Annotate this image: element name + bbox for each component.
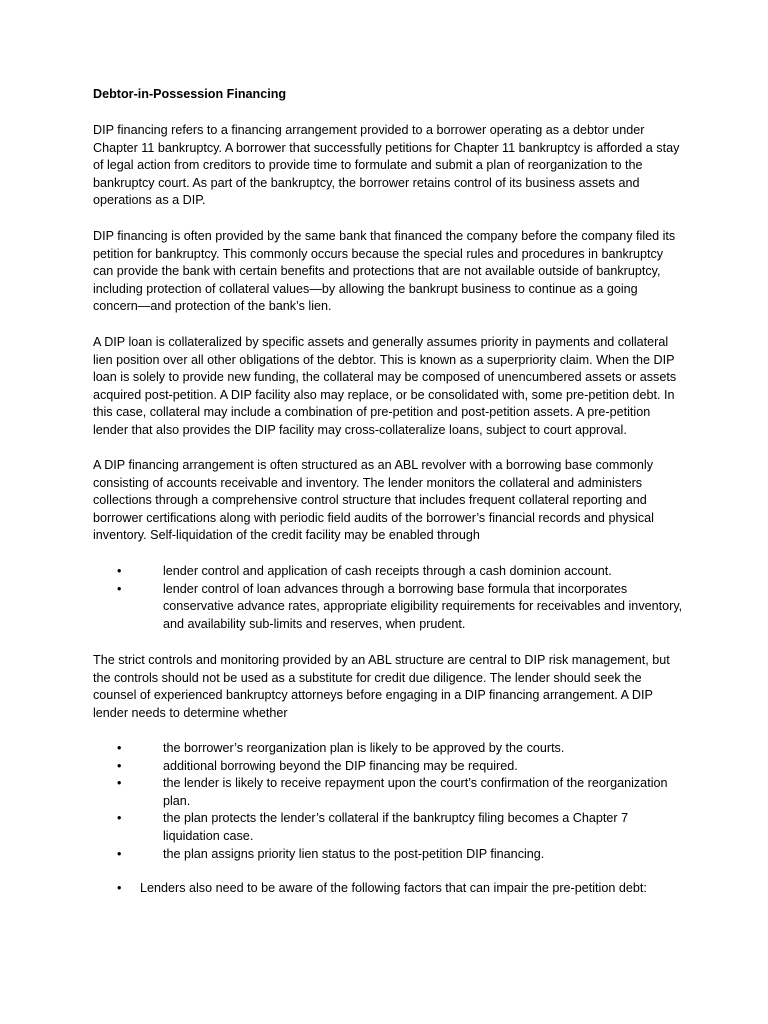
paragraph-dip-bank: DIP financing is often provided by the same bank that financed the company before the company filed its petition for bankruptcy. This commonly occurs because the special rules and procedures in bankruptcy can provide the bank with certain benefits and protections that are not available outside of bankruptcy, including protection of collateral values—by allowing the bankrupt business to continue as a going concern—and protection of the bank’s lien. [93,229,676,314]
list-item-text: the lender is likely to receive repayment upon the court’s confirmation of the reorganization plan. [163,776,668,808]
list-item [93,758,683,776]
bullet-icon: • [117,846,122,861]
list-item-text: the plan assigns priority lien status to the post-petition DIP financing. [163,846,545,861]
bullet-icon: • [117,881,122,895]
list-item-text: the plan protects the lender’s collateral if the bankruptcy filing becomes a Chapter 7 liquidation case. [163,811,629,843]
bullet-icon: • [117,758,122,773]
list-item-text: Lenders also need to be aware of the following factors that can impair the pre-petition debt: [140,881,647,895]
list-item [93,846,683,864]
list-item [93,563,683,581]
bullet-list-impair-factors [93,880,693,898]
document-title: Debtor-in-Possession Financing [93,87,287,101]
bullet-icon: • [117,811,122,826]
list-item-text: the borrower’s reorganization plan is likely to be approved by the courts. [163,741,565,755]
list-item-text: lender control and application of cash receipts through a cash dominion account. [163,564,612,578]
list-item-text: lender control of loan advances through a borrowing base formula that incorporates conservative advance rates, appropriate eligibility requirements for receivables and inventory, and availability sub-limits and reserves, when prudent. [163,581,683,631]
list-item [93,775,683,810]
list-item [93,880,693,898]
bullet-list-self-liquidation [93,563,683,633]
list-item [93,810,683,845]
bullet-icon: • [117,581,122,596]
bullet-icon: • [117,564,122,578]
bullet-list-lender-determine [93,740,683,863]
bullet-icon: • [117,741,122,755]
paragraph-dip-abl: A DIP financing arrangement is often structured as an ABL revolver with a borrowing base commonly consisting of accounts receivable and inventory. The lender monitors the collateral and administers collections through a comprehensive control structure that includes frequent collateral reporting and borrower certifications along with periodic field audits of the borrower’s financial records and physical inventory. Self-liquidation of the credit facility may be enabled through [93,458,654,543]
list-item [93,581,683,634]
list-item [93,740,683,758]
paragraph-dip-collateral: A DIP loan is collateralized by specific assets and generally assumes priority in payments and collateral lien position over all other obligations of the debtor. This is known as a superpriority claim. When the DIP loan is solely to provide new funding, the collateral may be composed of unencumbered assets or assets acquired post-petition. A DIP facility also may replace, or be consolidated with, some pre-petition debt. In this case, collateral may include a combination of pre-petition and post-petition assets. A pre-petition lender that also provides the DIP facility may cross-collateralize loans, subject to court approval. [93,335,677,437]
bullet-icon: • [117,776,122,791]
list-item-text: additional borrowing beyond the DIP financing may be required. [163,758,518,773]
paragraph-dip-definition: DIP financing refers to a financing arrangement provided to a borrower operating as a debtor under Chapter 11 bankruptcy. A borrower that successfully petitions for Chapter 11 bankruptcy is afforded a stay of legal action from creditors to provide time to formulate and submit a plan of reorganization to the bankruptcy court. As part of the bankruptcy, the borrower retains control of its business assets and operations as a DIP. [93,123,680,208]
paragraph-dip-risk: The strict controls and monitoring provided by an ABL structure are central to DIP risk management, but the controls should not be used as a substitute for credit due diligence. The lender should seek the counsel of experienced bankruptcy attorneys before engaging in a DIP financing arrangement. A DIP lender needs to determine whether [93,653,670,720]
